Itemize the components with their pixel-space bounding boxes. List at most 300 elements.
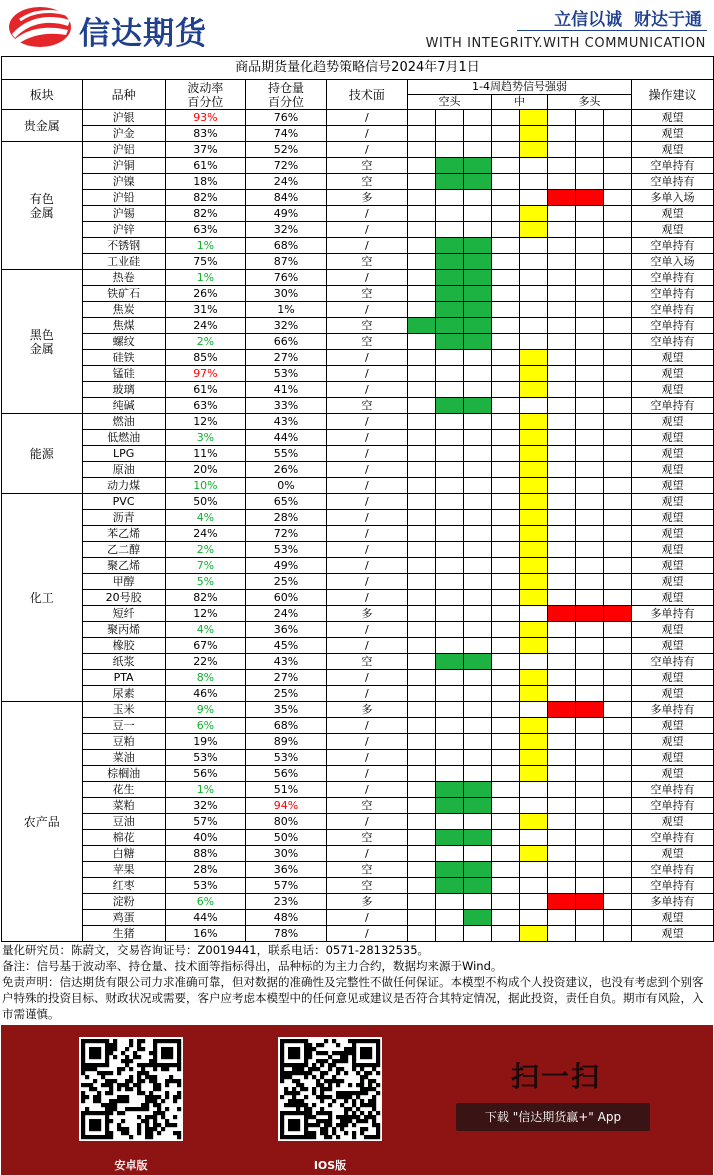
- signal-empty-cell: [575, 846, 603, 862]
- signal-empty-cell: [547, 366, 575, 382]
- signal-empty-cell: [603, 494, 631, 510]
- variety-cell: 热卷: [82, 270, 165, 286]
- signal-empty-cell: [492, 702, 520, 718]
- signal-empty-cell: [575, 590, 603, 606]
- advice-cell: 观望: [631, 766, 713, 782]
- advice-cell: 观望: [631, 414, 713, 430]
- signal-empty-cell: [436, 622, 464, 638]
- signal-empty-cell: [603, 878, 631, 894]
- signal-empty-cell: [464, 526, 492, 542]
- advice-cell: 空单持有: [631, 286, 713, 302]
- technical-cell: 空: [326, 318, 407, 334]
- variety-cell: 沪铜: [82, 158, 165, 174]
- volatility-cell: 6%: [165, 894, 246, 910]
- signal-empty-cell: [464, 846, 492, 862]
- technical-cell: /: [326, 238, 407, 254]
- technical-cell: 空: [326, 798, 407, 814]
- signal-empty-cell: [519, 190, 547, 206]
- signal-empty-cell: [575, 862, 603, 878]
- signal-neutral-cell: [519, 734, 547, 750]
- sector-cell: 能源: [2, 414, 83, 494]
- signal-empty-cell: [492, 382, 520, 398]
- android-qr-code[interactable]: [79, 1037, 183, 1141]
- volatility-cell: 88%: [165, 846, 246, 862]
- signal-empty-cell: [408, 782, 436, 798]
- open-interest-cell: 36%: [246, 862, 327, 878]
- technical-cell: /: [326, 766, 407, 782]
- table-row: [2, 206, 714, 222]
- technical-cell: /: [326, 110, 407, 126]
- signal-empty-cell: [575, 254, 603, 270]
- open-interest-cell: 66%: [246, 334, 327, 350]
- technical-cell: /: [326, 750, 407, 766]
- signal-empty-cell: [519, 894, 547, 910]
- signal-empty-cell: [547, 462, 575, 478]
- table-row: [2, 814, 714, 830]
- signal-empty-cell: [547, 286, 575, 302]
- open-interest-cell: 23%: [246, 894, 327, 910]
- technical-cell: 空: [326, 286, 407, 302]
- signal-empty-cell: [603, 446, 631, 462]
- signal-short-cell: [436, 830, 464, 846]
- technical-cell: /: [326, 670, 407, 686]
- sector-cell: 农产品: [2, 702, 83, 942]
- signal-empty-cell: [603, 190, 631, 206]
- volatility-cell: 4%: [165, 510, 246, 526]
- advice-cell: 观望: [631, 510, 713, 526]
- open-interest-cell: 65%: [246, 494, 327, 510]
- advice-cell: 空单持有: [631, 158, 713, 174]
- signal-short-cell: [464, 158, 492, 174]
- table-row: [2, 878, 714, 894]
- technical-cell: 空: [326, 878, 407, 894]
- signal-neutral-cell: [519, 766, 547, 782]
- sector-cell: 贵金属: [2, 110, 83, 142]
- signal-empty-cell: [492, 510, 520, 526]
- technical-cell: /: [326, 734, 407, 750]
- signal-empty-cell: [575, 414, 603, 430]
- volatility-cell: 24%: [165, 526, 246, 542]
- signal-empty-cell: [408, 350, 436, 366]
- volatility-cell: 24%: [165, 318, 246, 334]
- signal-empty-cell: [575, 878, 603, 894]
- signal-empty-cell: [436, 558, 464, 574]
- open-interest-cell: 68%: [246, 238, 327, 254]
- signal-empty-cell: [408, 478, 436, 494]
- signal-long-cell: [575, 894, 603, 910]
- table-row: [2, 606, 714, 622]
- open-interest-cell: 76%: [246, 110, 327, 126]
- advice-cell: 空单持有: [631, 782, 713, 798]
- open-interest-cell: 50%: [246, 830, 327, 846]
- volatility-cell: 1%: [165, 238, 246, 254]
- signal-empty-cell: [464, 414, 492, 430]
- signal-empty-cell: [603, 894, 631, 910]
- variety-cell: 动力煤: [82, 478, 165, 494]
- signal-empty-cell: [408, 254, 436, 270]
- table-row: [2, 766, 714, 782]
- volatility-cell: 97%: [165, 366, 246, 382]
- variety-cell: 螺纹: [82, 334, 165, 350]
- signal-empty-cell: [547, 494, 575, 510]
- signal-long-cell: [547, 894, 575, 910]
- signal-empty-cell: [603, 318, 631, 334]
- technical-cell: 空: [326, 174, 407, 190]
- open-interest-cell: 68%: [246, 718, 327, 734]
- signal-empty-cell: [575, 574, 603, 590]
- signal-empty-cell: [492, 158, 520, 174]
- volatility-cell: 12%: [165, 414, 246, 430]
- signal-empty-cell: [408, 574, 436, 590]
- signal-empty-cell: [408, 430, 436, 446]
- technical-cell: /: [326, 206, 407, 222]
- signal-empty-cell: [547, 126, 575, 142]
- volatility-cell: 11%: [165, 446, 246, 462]
- open-interest-cell: 33%: [246, 398, 327, 414]
- signal-short-cell: [436, 238, 464, 254]
- volatility-cell: 82%: [165, 206, 246, 222]
- table-row: [2, 638, 714, 654]
- signal-empty-cell: [519, 910, 547, 926]
- table-row: [2, 190, 714, 206]
- signal-empty-cell: [547, 398, 575, 414]
- signal-long-cell: [547, 702, 575, 718]
- open-interest-cell: 52%: [246, 142, 327, 158]
- signal-empty-cell: [547, 542, 575, 558]
- advice-cell: 观望: [631, 686, 713, 702]
- signal-empty-cell: [575, 830, 603, 846]
- advice-cell: 观望: [631, 910, 713, 926]
- variety-cell: 低燃油: [82, 430, 165, 446]
- signal-empty-cell: [547, 510, 575, 526]
- signal-neutral-cell: [519, 126, 547, 142]
- volatility-cell: 85%: [165, 350, 246, 366]
- advice-cell: 空单持有: [631, 878, 713, 894]
- signal-empty-cell: [547, 446, 575, 462]
- table-row: [2, 542, 714, 558]
- variety-cell: 20号胶: [82, 590, 165, 606]
- signal-empty-cell: [492, 126, 520, 142]
- table-row: [2, 622, 714, 638]
- signal-short-cell: [436, 334, 464, 350]
- signal-empty-cell: [603, 206, 631, 222]
- signal-empty-cell: [408, 510, 436, 526]
- signal-empty-cell: [408, 334, 436, 350]
- signal-empty-cell: [464, 686, 492, 702]
- signal-empty-cell: [464, 142, 492, 158]
- technical-cell: /: [326, 414, 407, 430]
- technical-cell: /: [326, 782, 407, 798]
- volatility-cell: 2%: [165, 334, 246, 350]
- signal-empty-cell: [519, 606, 547, 622]
- signal-neutral-cell: [519, 110, 547, 126]
- open-interest-cell: 25%: [246, 686, 327, 702]
- signal-empty-cell: [575, 206, 603, 222]
- signal-empty-cell: [492, 622, 520, 638]
- header-open-interest: 持仓量 百分位: [246, 80, 327, 110]
- signal-empty-cell: [603, 158, 631, 174]
- signal-neutral-cell: [519, 526, 547, 542]
- signal-empty-cell: [519, 302, 547, 318]
- signal-empty-cell: [408, 110, 436, 126]
- signal-empty-cell: [575, 718, 603, 734]
- volatility-cell: 32%: [165, 798, 246, 814]
- signal-empty-cell: [464, 190, 492, 206]
- table-row: [2, 830, 714, 846]
- signal-empty-cell: [464, 718, 492, 734]
- download-app-button[interactable]: 下载 "信达期货赢+" App: [456, 1103, 650, 1131]
- signal-neutral-cell: [519, 222, 547, 238]
- table-row: [2, 462, 714, 478]
- signal-empty-cell: [408, 126, 436, 142]
- signal-empty-cell: [547, 558, 575, 574]
- variety-cell: 沪镍: [82, 174, 165, 190]
- signal-empty-cell: [492, 270, 520, 286]
- signal-empty-cell: [492, 750, 520, 766]
- signal-empty-cell: [519, 782, 547, 798]
- signal-empty-cell: [436, 110, 464, 126]
- slogan-cn: 立信以诚 财达于通: [554, 10, 702, 30]
- table-row: [2, 302, 714, 318]
- volatility-cell: 75%: [165, 254, 246, 270]
- signal-empty-cell: [492, 110, 520, 126]
- signal-empty-cell: [436, 718, 464, 734]
- signal-empty-cell: [492, 286, 520, 302]
- table-row: [2, 430, 714, 446]
- notes-block: [2, 942, 712, 1022]
- signal-empty-cell: [603, 238, 631, 254]
- open-interest-cell: 1%: [246, 302, 327, 318]
- variety-cell: 苹果: [82, 862, 165, 878]
- advice-cell: 观望: [631, 126, 713, 142]
- advice-cell: 空单持有: [631, 174, 713, 190]
- signal-empty-cell: [492, 366, 520, 382]
- variety-cell: 淀粉: [82, 894, 165, 910]
- advice-cell: 观望: [631, 142, 713, 158]
- signal-empty-cell: [519, 318, 547, 334]
- technical-cell: /: [326, 430, 407, 446]
- advice-cell: 观望: [631, 494, 713, 510]
- variety-cell: 沪金: [82, 126, 165, 142]
- signal-empty-cell: [492, 590, 520, 606]
- advice-cell: 观望: [631, 542, 713, 558]
- advice-cell: 观望: [631, 446, 713, 462]
- technical-cell: /: [326, 302, 407, 318]
- variety-cell: 红枣: [82, 878, 165, 894]
- variety-cell: 玻璃: [82, 382, 165, 398]
- signal-short-cell: [436, 254, 464, 270]
- technical-cell: /: [326, 910, 407, 926]
- advice-cell: 观望: [631, 350, 713, 366]
- signal-empty-cell: [436, 926, 464, 942]
- signal-empty-cell: [464, 494, 492, 510]
- signal-empty-cell: [575, 286, 603, 302]
- signal-empty-cell: [492, 894, 520, 910]
- variety-cell: 生猪: [82, 926, 165, 942]
- variety-cell: 花生: [82, 782, 165, 798]
- signal-empty-cell: [603, 350, 631, 366]
- signal-empty-cell: [408, 542, 436, 558]
- signal-empty-cell: [575, 238, 603, 254]
- signal-empty-cell: [464, 206, 492, 222]
- header-trend: 1-4周趋势信号强弱: [408, 80, 632, 95]
- table-row: [2, 894, 714, 910]
- signal-short-cell: [464, 174, 492, 190]
- volatility-cell: 12%: [165, 606, 246, 622]
- variety-cell: 鸡蛋: [82, 910, 165, 926]
- signal-empty-cell: [492, 414, 520, 430]
- signal-empty-cell: [492, 910, 520, 926]
- signal-long-cell: [547, 190, 575, 206]
- technical-cell: /: [326, 446, 407, 462]
- volatility-cell: 4%: [165, 622, 246, 638]
- signal-empty-cell: [575, 542, 603, 558]
- advice-cell: 空单持有: [631, 318, 713, 334]
- signal-short-cell: [436, 878, 464, 894]
- advice-cell: 观望: [631, 366, 713, 382]
- signal-empty-cell: [464, 542, 492, 558]
- signal-empty-cell: [492, 686, 520, 702]
- technical-cell: /: [326, 638, 407, 654]
- signal-empty-cell: [464, 350, 492, 366]
- open-interest-cell: 41%: [246, 382, 327, 398]
- technical-cell: 多: [326, 606, 407, 622]
- advice-cell: 空单持有: [631, 798, 713, 814]
- signal-empty-cell: [436, 574, 464, 590]
- signal-empty-cell: [603, 670, 631, 686]
- signal-empty-cell: [575, 654, 603, 670]
- advice-cell: 观望: [631, 590, 713, 606]
- table-row: [2, 734, 714, 750]
- table-row: [2, 654, 714, 670]
- advice-cell: 观望: [631, 622, 713, 638]
- advice-cell: 多单持有: [631, 702, 713, 718]
- signal-empty-cell: [436, 190, 464, 206]
- variety-cell: 豆油: [82, 814, 165, 830]
- signal-empty-cell: [492, 638, 520, 654]
- signal-empty-cell: [492, 350, 520, 366]
- signal-long-cell: [575, 190, 603, 206]
- signal-empty-cell: [547, 926, 575, 942]
- open-interest-cell: 30%: [246, 286, 327, 302]
- signal-empty-cell: [603, 286, 631, 302]
- variety-cell: 聚乙烯: [82, 558, 165, 574]
- signal-empty-cell: [436, 894, 464, 910]
- signal-empty-cell: [575, 510, 603, 526]
- open-interest-cell: 32%: [246, 222, 327, 238]
- signal-empty-cell: [603, 430, 631, 446]
- signal-empty-cell: [603, 142, 631, 158]
- signal-short-cell: [464, 270, 492, 286]
- signal-neutral-cell: [519, 414, 547, 430]
- signal-neutral-cell: [519, 462, 547, 478]
- volatility-cell: 18%: [165, 174, 246, 190]
- signal-empty-cell: [492, 574, 520, 590]
- signal-empty-cell: [547, 526, 575, 542]
- open-interest-cell: 76%: [246, 270, 327, 286]
- signal-empty-cell: [603, 574, 631, 590]
- signal-empty-cell: [575, 110, 603, 126]
- variety-cell: PTA: [82, 670, 165, 686]
- signal-empty-cell: [575, 766, 603, 782]
- ios-qr-code[interactable]: [278, 1037, 382, 1141]
- signal-empty-cell: [519, 334, 547, 350]
- signal-empty-cell: [575, 270, 603, 286]
- signal-empty-cell: [408, 670, 436, 686]
- variety-cell: 焦炭: [82, 302, 165, 318]
- signal-empty-cell: [436, 222, 464, 238]
- variety-cell: 沪锡: [82, 206, 165, 222]
- signal-empty-cell: [436, 414, 464, 430]
- advice-cell: 观望: [631, 750, 713, 766]
- signal-empty-cell: [492, 654, 520, 670]
- signal-short-cell: [464, 302, 492, 318]
- table-row: [2, 270, 714, 286]
- open-interest-cell: 49%: [246, 206, 327, 222]
- signal-empty-cell: [464, 734, 492, 750]
- signal-empty-cell: [492, 926, 520, 942]
- signal-empty-cell: [464, 606, 492, 622]
- variety-cell: 铁矿石: [82, 286, 165, 302]
- variety-cell: 棉花: [82, 830, 165, 846]
- signal-short-cell: [436, 270, 464, 286]
- technical-cell: 空: [326, 654, 407, 670]
- header-sector: 板块: [2, 80, 83, 110]
- advice-cell: 观望: [631, 382, 713, 398]
- signal-empty-cell: [492, 254, 520, 270]
- technical-cell: /: [326, 510, 407, 526]
- signal-empty-cell: [519, 798, 547, 814]
- signal-empty-cell: [436, 510, 464, 526]
- table-row: [2, 334, 714, 350]
- signal-empty-cell: [492, 398, 520, 414]
- signal-empty-cell: [575, 478, 603, 494]
- advice-cell: 观望: [631, 526, 713, 542]
- signal-empty-cell: [408, 814, 436, 830]
- technical-cell: 空: [326, 398, 407, 414]
- open-interest-cell: 55%: [246, 446, 327, 462]
- table-row: [2, 350, 714, 366]
- variety-cell: 白糖: [82, 846, 165, 862]
- volatility-cell: 3%: [165, 430, 246, 446]
- signal-empty-cell: [547, 654, 575, 670]
- technical-cell: /: [326, 542, 407, 558]
- signal-empty-cell: [547, 414, 575, 430]
- signal-empty-cell: [492, 478, 520, 494]
- signal-empty-cell: [603, 622, 631, 638]
- signal-empty-cell: [492, 142, 520, 158]
- technical-cell: /: [326, 350, 407, 366]
- sector-cell: 黑色 金属: [2, 270, 83, 414]
- signal-empty-cell: [408, 398, 436, 414]
- volatility-cell: 31%: [165, 302, 246, 318]
- signal-neutral-cell: [519, 206, 547, 222]
- open-interest-cell: 0%: [246, 478, 327, 494]
- open-interest-cell: 94%: [246, 798, 327, 814]
- signal-empty-cell: [464, 750, 492, 766]
- advice-cell: 观望: [631, 206, 713, 222]
- signal-empty-cell: [408, 718, 436, 734]
- volatility-cell: 63%: [165, 398, 246, 414]
- table-row: [2, 910, 714, 926]
- variety-cell: 焦煤: [82, 318, 165, 334]
- signal-empty-cell: [492, 494, 520, 510]
- signal-empty-cell: [547, 830, 575, 846]
- volatility-cell: 44%: [165, 910, 246, 926]
- signal-empty-cell: [408, 862, 436, 878]
- open-interest-cell: 74%: [246, 126, 327, 142]
- signal-empty-cell: [492, 526, 520, 542]
